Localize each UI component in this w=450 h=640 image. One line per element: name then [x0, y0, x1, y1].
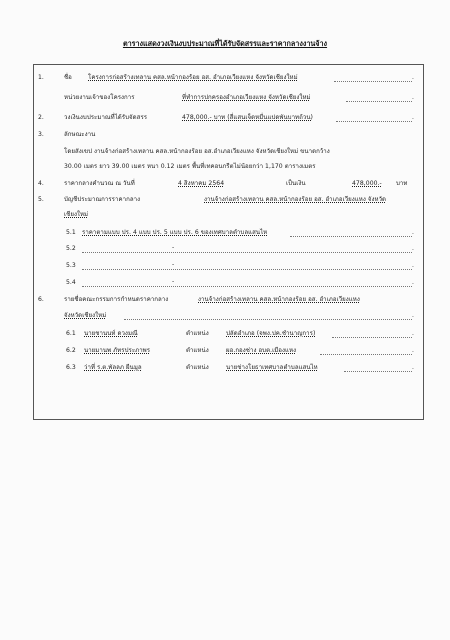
- item-6-value-2: จังหวัดเชียงใหม่: [64, 312, 107, 319]
- item-1-dots: [334, 81, 412, 82]
- item-1-agency-label: หน่วยงานเจ้าของโครงการ: [64, 94, 135, 101]
- item-5-value-1: งานจ้างก่อสร้างเทลาน คสล.หน้ากองร้อย อส. อำเภอเวียงแหง จังหวัด: [204, 196, 387, 203]
- member-1-name: นายชานนท์ ดวงมณี: [84, 330, 138, 337]
- item-1-label: ชื่อ: [64, 74, 72, 81]
- member-2-name: นายมานพ ภัทรประภาพร: [84, 347, 151, 354]
- item-6-number: 6.: [38, 296, 44, 303]
- item-1-agency-end: .: [412, 94, 414, 101]
- item-6-value-1: งานจ้างก่อสร้างเทลาน คสล.หน้ากองร้อย อส. อำเภอเวียงแหง: [198, 296, 360, 303]
- item-5-label: บัญชีประมาณการราคากลาง: [64, 196, 141, 203]
- item-1-value: โครงการก่อสร้างเทลาน คสล.หน้ากองร้อย อส. อำเภอเวียงแหง จังหวัดเชียงใหม่: [88, 74, 298, 81]
- item-2-label: วงเงินงบประมาณที่ได้รับจัดสรร: [64, 114, 148, 121]
- item-4-unit: บาท: [396, 180, 408, 187]
- item-5-3-dots: [82, 269, 412, 270]
- item-5-3-end: .: [412, 262, 414, 269]
- item-5-number: 5.: [38, 196, 44, 203]
- item-3-label: ลักษณะงาน: [64, 131, 96, 138]
- member-2-end: .: [412, 347, 414, 354]
- item-5-2-end: .: [412, 245, 414, 252]
- item-5-1-end: .: [412, 229, 414, 236]
- item-6-value-end: .: [412, 312, 414, 319]
- item-2-number: 2.: [38, 114, 44, 121]
- item-1-number: 1.: [38, 74, 44, 81]
- member-3-name: ว่าที่ ร.ต.พัลลภ ผืนมูล: [84, 364, 142, 371]
- item-5-1-text: ราคาตามแบบ ปร. 4 แบบ ปร. 5 แบบ ปร. 6 ของเทศบาลตำบลแสนไห: [82, 229, 268, 236]
- item-5-3-text: -: [172, 261, 175, 268]
- item-4-amount: 478,000.-: [352, 180, 382, 187]
- member-3-position-label: ตำแหน่ง: [186, 364, 209, 371]
- item-5-2-text: -: [172, 244, 175, 251]
- member-3-dots: [344, 371, 412, 372]
- item-1-agency-dots: [346, 101, 412, 102]
- item-6-label: รายชื่อคณะกรรมการกำหนดราคากลาง: [64, 296, 169, 303]
- member-1-position-label: ตำแหน่ง: [186, 330, 209, 337]
- member-3-end: .: [412, 364, 414, 371]
- member-2-dots: [320, 354, 412, 355]
- member-2-position-label: ตำแหน่ง: [186, 347, 209, 354]
- member-3-position: นายช่างโยธาเทศบาลตำบลแสนไห: [226, 364, 318, 371]
- item-5-1-number: 5.1: [66, 229, 76, 236]
- item-2-value: 478,000.- บาท (สี่แสนเจ็ดหมื่นแปดพันบาทถ้วน): [182, 114, 313, 121]
- item-3-line-1: โดยสังเขป งานจ้างก่อสร้างเทลาน คสล.หน้ากองร้อย อส.อำเภอเวียงแหง จังหวัดเชียงใหม่ ขนาดกว้าง: [64, 148, 330, 155]
- item-5-2-number: 5.2: [66, 245, 76, 252]
- item-1-agency-value: ที่ทำการปกครองอำเภอเวียงแหง จังหวัดเชียงใหม่: [182, 94, 311, 101]
- member-2-position: ผอ.กองช่าง อบต.เมืองแหง: [226, 347, 297, 354]
- item-5-value-2: เชียงใหม่: [64, 211, 89, 218]
- item-3-number: 3.: [38, 131, 44, 138]
- item-5-1-dots: [290, 236, 412, 237]
- item-2-dots: [336, 121, 412, 122]
- item-4-mid: เป็นเงิน: [286, 180, 306, 187]
- item-4-date: 4 สิงหาคม 2564: [178, 180, 225, 187]
- item-3-line-2: 30.00 เมตร ยาว 39.00 เมตร หนา 0.12 เมตร พื้นที่เทคอนกรีตไม่น้อยกว่า 1,170 ตารางเมตร: [64, 163, 316, 170]
- item-5-4-number: 5.4: [66, 279, 76, 286]
- item-5-3-number: 5.3: [66, 262, 76, 269]
- item-1-end: .: [412, 74, 414, 81]
- item-4-number: 4.: [38, 180, 44, 187]
- item-5-4-text: -: [172, 278, 175, 285]
- document-title: ตารางแสดงวงเงินงบประมาณที่ได้รับจัดสรรและราคากลางงานจ้าง: [122, 39, 328, 48]
- member-3-number: 6.3: [66, 364, 76, 371]
- item-5-4-dots: [82, 286, 412, 287]
- item-5-2-dots: [82, 252, 412, 253]
- member-1-number: 6.1: [66, 330, 76, 337]
- member-1-end: .: [412, 330, 414, 337]
- item-2-end: .: [412, 114, 414, 121]
- item-6-value-dots: [124, 319, 412, 320]
- member-1-dots: [332, 337, 412, 338]
- item-5-4-end: .: [412, 279, 414, 286]
- member-1-position: ปลัดอำเภอ (จพง.ปค.ชำนาญการ): [226, 330, 316, 337]
- item-4-label: ราคากลางคำนวณ ณ วันที่: [64, 180, 135, 187]
- member-2-number: 6.2: [66, 347, 76, 354]
